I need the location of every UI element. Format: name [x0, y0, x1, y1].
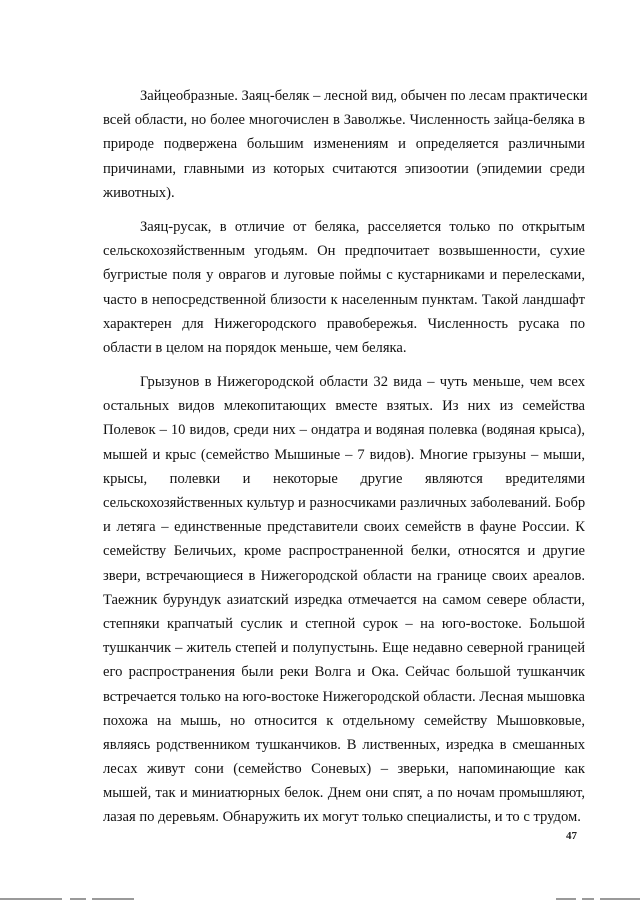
text-line: звери, встречающиеся в Нижегородской области на границе своих ареалов. — [103, 567, 585, 584]
page-number: 47 — [566, 830, 577, 842]
text-line: причинами, главными из которых считаются эпизоотии (эпидемии среди — [103, 160, 585, 177]
text-line: всей области, но более многочислен в Заволжье. Численность зайца-беляка в — [103, 112, 585, 129]
text-line: степняки крапчатый суслик и степной сурок – на юго-востоке. Большой — [103, 615, 585, 632]
text-line: лазая по деревьям. Обнаружить их могут только специалисты, и то с трудом. — [103, 809, 581, 826]
scan-mark — [70, 898, 86, 900]
text-line: животных). — [103, 184, 175, 201]
text-line: Полевок – 10 видов, среди них – ондатра и водяная полевка (водяная крыса), — [103, 422, 585, 439]
text-line: крысы, полевки и некоторые другие являются вредителями — [103, 470, 585, 487]
text-line: мышей, так и миниатюрных белок. Днем они спят, а по ночам промышляют, — [103, 785, 585, 802]
text-line: сельскохозяйственным угодьям. Он предпочитает возвышенности, сухие — [103, 243, 585, 260]
text-line: характерен для Нижегородского правобережья. Численность русака по — [103, 315, 585, 332]
body-text — [103, 84, 588, 840]
scan-mark — [92, 898, 134, 900]
paragraph — [103, 370, 585, 830]
text-line: являясь родственником тушканчиков. В лиственных, изредка в смешанных — [103, 736, 585, 753]
text-line: тушканчик – житель степей и полупустынь. Еще недавно северной границей — [103, 640, 585, 657]
scan-edge-marks — [0, 895, 640, 905]
text-line: остальных видов млекопитающих вместе взятых. Из них из семейства — [103, 398, 585, 415]
scan-mark — [0, 898, 62, 900]
text-line: Зайцеобразные. Заяц-беляк – лесной вид, обычен по лесам практически — [140, 88, 588, 104]
text-line: Заяц-русак, в отличие от беляка, расселяется только по открытым — [140, 218, 585, 235]
text-line: и летяга – единственные представители своих семейств в фауне России. К — [103, 519, 585, 536]
text-line: Таежник бурундук азиатский изредка отмечается на самом севере области, — [103, 591, 585, 608]
scan-mark — [600, 898, 640, 900]
paragraph — [103, 215, 585, 360]
text-line: лесах живут сони (семейство Соневых) – зверьки, напоминающие как — [103, 761, 585, 778]
text-line: похожа на мышь, но относится к отдельному семейству Мышовковые, — [103, 712, 585, 729]
text-line: Грызунов в Нижегородской области 32 вида – чуть меньше, чем всех — [140, 374, 585, 391]
text-line: области в целом на порядок меньше, чем беляка. — [103, 339, 407, 356]
text-line: мышей и крыс (семейство Мышиные – 7 видов). Многие грызуны – мыши, — [103, 446, 585, 463]
text-line: часто в непосредственной близости к населенным пунктам. Такой ландшафт — [103, 291, 585, 308]
scan-mark — [582, 898, 594, 900]
text-line: природе подвержена большим изменениям и определяется различными — [103, 136, 585, 153]
scan-mark — [556, 898, 576, 900]
text-line: его распространения были реки Волга и Ока. Сейчас большой тушканчик — [103, 664, 585, 681]
text-line: сельскохозяйственных культур и разносчиками различных заболеваний. Бобр — [103, 495, 586, 511]
text-line: семейству Беличьих, кроме распространенной белки, относятся и другие — [103, 543, 585, 560]
paragraph — [103, 84, 588, 205]
text-line: бугристые поля у оврагов и луговые поймы с кустарниками и перелесками, — [103, 267, 585, 284]
text-line: встречается только на юго-востоке Нижегородской области. Лесная мышовка — [103, 688, 585, 705]
